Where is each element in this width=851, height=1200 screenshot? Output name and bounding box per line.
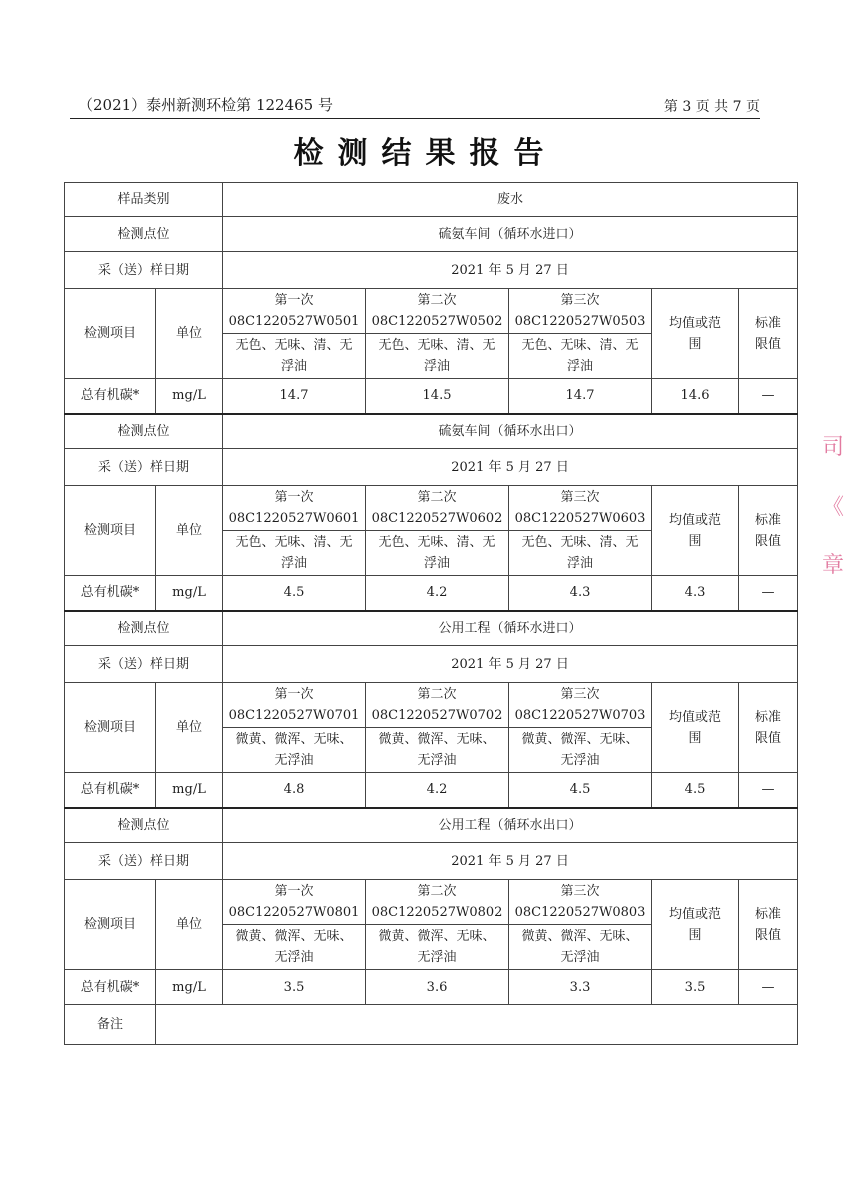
- sample-code: 08C1220527W0701: [228, 708, 360, 723]
- average-value: 4.3: [652, 576, 739, 611]
- unit-value: mg/L: [156, 970, 223, 1005]
- run-label: 第二次: [417, 687, 457, 702]
- sample-appearance: 无色、无味、清、无浮油: [509, 334, 652, 379]
- result-value: 14.7: [509, 379, 652, 414]
- run-header-cell: [366, 683, 509, 728]
- average-label-text: 均值或范围: [669, 315, 722, 352]
- item-label: 检测项目: [65, 486, 156, 576]
- sample-appearance: 微黄、微浑、无味、无浮油: [366, 925, 509, 970]
- standard-limit-label: [739, 880, 798, 970]
- run-label: 第三次: [560, 490, 600, 505]
- run-header-cell: [223, 880, 366, 925]
- item-name: 总有机碳*: [65, 773, 156, 808]
- seal-stamp-fragment: 司 《 章: [822, 435, 845, 578]
- date-label: 采（送）样日期: [65, 646, 223, 683]
- sample-appearance: 无色、无味、清、无浮油: [223, 531, 366, 576]
- standard-limit-label: [739, 486, 798, 576]
- point-value: 公用工程（循环水出口）: [223, 808, 798, 843]
- sample-code: 08C1220527W0803: [514, 905, 646, 920]
- sample-code: 08C1220527W0501: [228, 314, 360, 329]
- item-name: 总有机碳*: [65, 576, 156, 611]
- sample-appearance: 微黄、微浑、无味、无浮油: [509, 728, 652, 773]
- sample-code: 08C1220527W0702: [371, 708, 503, 723]
- run-header-cell: [509, 289, 652, 334]
- standard-limit-label-text: 标准限值: [755, 709, 782, 746]
- unit-label: 单位: [156, 880, 223, 970]
- run-label: 第三次: [560, 687, 600, 702]
- standard-limit-value: —: [739, 379, 798, 414]
- sample-appearance: 微黄、微浑、无味、无浮油: [223, 728, 366, 773]
- date-row: [65, 843, 798, 880]
- point-row: [65, 611, 798, 646]
- run-header-cell: [509, 486, 652, 531]
- sample-appearance: 微黄、微浑、无味、无浮油: [223, 925, 366, 970]
- standard-limit-value: —: [739, 773, 798, 808]
- average-label: [652, 683, 739, 773]
- standard-limit-label: [739, 289, 798, 379]
- run-label: 第一次: [274, 687, 314, 702]
- date-value: 2021 年 5 月 27 日: [223, 449, 798, 486]
- point-row: [65, 414, 798, 449]
- run-label: 第三次: [560, 293, 600, 308]
- run-header-row: [65, 880, 798, 925]
- sample-type-value: 废水: [223, 183, 798, 217]
- sample-type-row: [65, 183, 798, 217]
- run-header-cell: [223, 289, 366, 334]
- unit-label: 单位: [156, 289, 223, 379]
- run-header-cell: [509, 880, 652, 925]
- point-value: 硫氨车间（循环水出口）: [223, 414, 798, 449]
- remarks-value: [156, 1005, 798, 1045]
- sample-code: 08C1220527W0502: [371, 314, 503, 329]
- run-header-cell: [223, 486, 366, 531]
- point-label: 检测点位: [65, 414, 223, 449]
- average-label-text: 均值或范围: [669, 906, 722, 943]
- result-value: 4.5: [223, 576, 366, 611]
- page-indicator: 第 3 页 共 7 页: [663, 99, 760, 115]
- item-name: 总有机碳*: [65, 970, 156, 1005]
- average-value: 4.5: [652, 773, 739, 808]
- sample-code: 08C1220527W0801: [228, 905, 360, 920]
- date-label: 采（送）样日期: [65, 843, 223, 880]
- standard-limit-value: —: [739, 576, 798, 611]
- average-label: [652, 486, 739, 576]
- standard-limit-value: —: [739, 970, 798, 1005]
- average-label: [652, 289, 739, 379]
- run-header-row: [65, 289, 798, 334]
- average-label-text: 均值或范围: [669, 709, 722, 746]
- standard-limit-label-text: 标准限值: [755, 906, 782, 943]
- run-label: 第二次: [417, 884, 457, 899]
- result-value: 4.8: [223, 773, 366, 808]
- date-row: [65, 449, 798, 486]
- sample-code: 08C1220527W0603: [514, 511, 646, 526]
- item-name: 总有机碳*: [65, 379, 156, 414]
- average-label-text: 均值或范围: [669, 512, 722, 549]
- date-label: 采（送）样日期: [65, 449, 223, 486]
- result-value: 3.6: [366, 970, 509, 1005]
- report-title: 检测结果报告: [293, 136, 558, 171]
- sample-appearance: 微黄、微浑、无味、无浮油: [366, 728, 509, 773]
- result-value: 14.5: [366, 379, 509, 414]
- unit-label: 单位: [156, 486, 223, 576]
- report-header: [70, 94, 760, 119]
- result-value: 4.3: [509, 576, 652, 611]
- sample-code: 08C1220527W0602: [371, 511, 503, 526]
- unit-value: mg/L: [156, 576, 223, 611]
- results-table: [64, 182, 798, 1045]
- run-label: 第一次: [274, 884, 314, 899]
- average-value: 14.6: [652, 379, 739, 414]
- run-header-cell: [509, 683, 652, 728]
- run-label: 第二次: [417, 293, 457, 308]
- result-value: 4.2: [366, 576, 509, 611]
- run-header-cell: [366, 486, 509, 531]
- point-value: 硫氨车间（循环水进口）: [223, 217, 798, 252]
- run-label: 第一次: [274, 293, 314, 308]
- unit-value: mg/L: [156, 379, 223, 414]
- sample-type-label: 样品类别: [65, 183, 223, 217]
- run-header-row: [65, 486, 798, 531]
- item-label: 检测项目: [65, 289, 156, 379]
- result-row: [65, 576, 798, 611]
- point-label: 检测点位: [65, 808, 223, 843]
- sample-appearance: 无色、无味、清、无浮油: [223, 334, 366, 379]
- average-value: 3.5: [652, 970, 739, 1005]
- average-label: [652, 880, 739, 970]
- run-header-cell: [366, 880, 509, 925]
- remarks-row: [65, 1005, 798, 1045]
- result-row: [65, 970, 798, 1005]
- result-row: [65, 773, 798, 808]
- sample-code: 08C1220527W0601: [228, 511, 360, 526]
- point-row: [65, 808, 798, 843]
- result-row: [65, 379, 798, 414]
- result-value: 14.7: [223, 379, 366, 414]
- remarks-label: 备注: [65, 1005, 156, 1045]
- run-header-row: [65, 683, 798, 728]
- sample-appearance: 无色、无味、清、无浮油: [366, 531, 509, 576]
- point-label: 检测点位: [65, 217, 223, 252]
- report-reference-number: （2021）泰州新测环检第 122465 号: [78, 96, 333, 114]
- sample-code: 08C1220527W0503: [514, 314, 646, 329]
- unit-value: mg/L: [156, 773, 223, 808]
- item-label: 检测项目: [65, 683, 156, 773]
- unit-label: 单位: [156, 683, 223, 773]
- date-value: 2021 年 5 月 27 日: [223, 252, 798, 289]
- point-row: [65, 217, 798, 252]
- run-label: 第一次: [274, 490, 314, 505]
- run-label: 第三次: [560, 884, 600, 899]
- point-value: 公用工程（循环水进口）: [223, 611, 798, 646]
- item-label: 检测项目: [65, 880, 156, 970]
- result-value: 3.3: [509, 970, 652, 1005]
- date-row: [65, 646, 798, 683]
- date-row: [65, 252, 798, 289]
- sample-appearance: 微黄、微浑、无味、无浮油: [509, 925, 652, 970]
- result-value: 3.5: [223, 970, 366, 1005]
- date-value: 2021 年 5 月 27 日: [223, 646, 798, 683]
- date-label: 采（送）样日期: [65, 252, 223, 289]
- standard-limit-label: [739, 683, 798, 773]
- sample-code: 08C1220527W0802: [371, 905, 503, 920]
- sample-appearance: 无色、无味、清、无浮油: [509, 531, 652, 576]
- run-header-cell: [366, 289, 509, 334]
- standard-limit-label-text: 标准限值: [755, 315, 782, 352]
- point-label: 检测点位: [65, 611, 223, 646]
- sample-appearance: 无色、无味、清、无浮油: [366, 334, 509, 379]
- result-value: 4.2: [366, 773, 509, 808]
- run-label: 第二次: [417, 490, 457, 505]
- sample-code: 08C1220527W0703: [514, 708, 646, 723]
- standard-limit-label-text: 标准限值: [755, 512, 782, 549]
- run-header-cell: [223, 683, 366, 728]
- result-value: 4.5: [509, 773, 652, 808]
- date-value: 2021 年 5 月 27 日: [223, 843, 798, 880]
